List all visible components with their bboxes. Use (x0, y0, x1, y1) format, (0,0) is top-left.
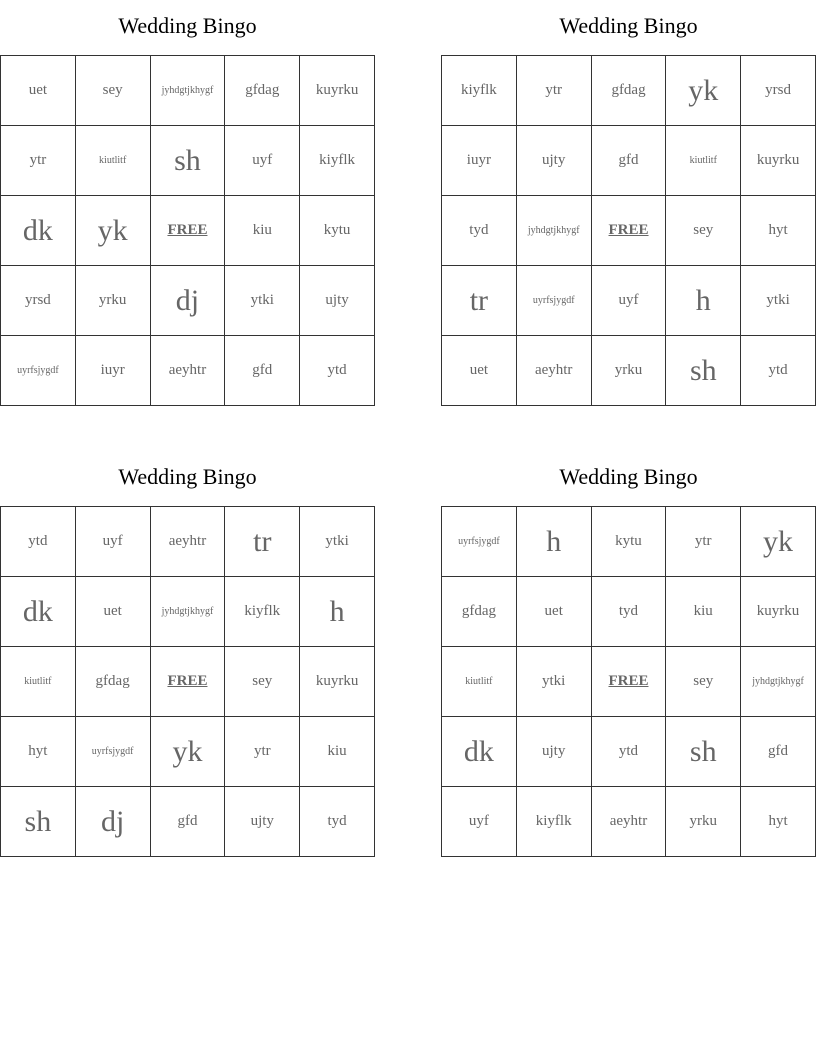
bingo-cell: ytki (741, 266, 816, 336)
bingo-cell: yk (75, 196, 150, 266)
bingo-cell: yrku (666, 787, 741, 857)
bingo-cell: uyf (75, 507, 150, 577)
bingo-cell: h (516, 507, 591, 577)
bingo-cell: gfd (591, 126, 666, 196)
bingo-cell: ytr (1, 126, 76, 196)
bingo-cell: tyd (300, 787, 375, 857)
bingo-cell: tyd (591, 577, 666, 647)
bingo-cell: tr (442, 266, 517, 336)
free-space: FREE (591, 196, 666, 266)
bingo-cell: gfdag (442, 577, 517, 647)
bingo-cell: jyhdgtjkhygf (150, 577, 225, 647)
bingo-cell: ytr (666, 507, 741, 577)
bingo-cell: yrsd (1, 266, 76, 336)
bingo-cell: aeyhtr (516, 336, 591, 406)
bingo-cell: ytd (1, 507, 76, 577)
bingo-cell: kiyflk (442, 56, 517, 126)
bingo-cell: kiutlitf (75, 126, 150, 196)
bingo-cell: ytr (225, 717, 300, 787)
bingo-cell: uyrfsjygdf (75, 717, 150, 787)
bingo-cell: uyrfsjygdf (1, 336, 76, 406)
bingo-row (442, 787, 816, 857)
bingo-grid (441, 55, 816, 406)
bingo-cell: uet (75, 577, 150, 647)
card-title: Wedding Bingo (118, 13, 257, 38)
bingo-cell: gfdag (591, 56, 666, 126)
bingo-row (442, 577, 816, 647)
bingo-cell: hyt (741, 196, 816, 266)
bingo-row (442, 647, 816, 717)
bingo-cell: iuyr (442, 126, 517, 196)
bingo-cell: kiutlitf (1, 647, 76, 717)
bingo-cell: kiutlitf (666, 126, 741, 196)
bingo-cell: sh (666, 336, 741, 406)
bingo-row (1, 196, 375, 266)
bingo-cell: yrsd (741, 56, 816, 126)
bingo-cell: jyhdgtjkhygf (741, 647, 816, 717)
bingo-cell: kuyrku (741, 126, 816, 196)
bingo-cell: hyt (741, 787, 816, 857)
bingo-cell: kiu (225, 196, 300, 266)
bingo-cell: gfd (150, 787, 225, 857)
bingo-row (1, 266, 375, 336)
bingo-cell: ytd (741, 336, 816, 406)
bingo-cell: gfd (225, 336, 300, 406)
bingo-cell: ytd (300, 336, 375, 406)
bingo-cell: kytu (300, 196, 375, 266)
bingo-grid (441, 506, 816, 857)
card-title: Wedding Bingo (559, 464, 698, 489)
bingo-cell: yk (150, 717, 225, 787)
bingo-cell: gfdag (75, 647, 150, 717)
bingo-cell: ujty (225, 787, 300, 857)
bingo-cell: dk (1, 196, 76, 266)
bingo-cell: sh (1, 787, 76, 857)
bingo-cell: uyrfsjygdf (442, 507, 517, 577)
bingo-cell: kytu (591, 507, 666, 577)
bingo-row (1, 577, 375, 647)
bingo-cell: ytki (225, 266, 300, 336)
bingo-grid (0, 506, 375, 857)
card-title: Wedding Bingo (559, 13, 698, 38)
bingo-cell: jyhdgtjkhygf (516, 196, 591, 266)
bingo-cell: uyf (225, 126, 300, 196)
bingo-cell: aeyhtr (150, 336, 225, 406)
bingo-row (442, 717, 816, 787)
bingo-cell: yk (666, 56, 741, 126)
bingo-cell: jyhdgtjkhygf (150, 56, 225, 126)
bingo-cell: sey (75, 56, 150, 126)
bingo-cell: tr (225, 507, 300, 577)
bingo-cell: ytr (516, 56, 591, 126)
bingo-cell: sey (666, 647, 741, 717)
free-space: FREE (591, 647, 666, 717)
bingo-cell: ujty (300, 266, 375, 336)
bingo-cell: yrku (75, 266, 150, 336)
bingo-cell: kiutlitf (442, 647, 517, 717)
bingo-cell: kiu (300, 717, 375, 787)
bingo-cell: ujty (516, 126, 591, 196)
bingo-cell: dk (1, 577, 76, 647)
bingo-cell: kuyrku (300, 647, 375, 717)
bingo-cell: gfdag (225, 56, 300, 126)
bingo-row (442, 126, 816, 196)
bingo-cell: uyf (591, 266, 666, 336)
bingo-row (1, 507, 375, 577)
bingo-cell: aeyhtr (150, 507, 225, 577)
bingo-cell: aeyhtr (591, 787, 666, 857)
bingo-cell: uyf (442, 787, 517, 857)
bingo-cell: yk (741, 507, 816, 577)
bingo-row (1, 56, 375, 126)
bingo-cell: yrku (591, 336, 666, 406)
bingo-cell: kiyflk (516, 787, 591, 857)
bingo-row (1, 336, 375, 406)
bingo-cell: sh (666, 717, 741, 787)
bingo-row (442, 56, 816, 126)
bingo-row (442, 336, 816, 406)
bingo-cell: h (300, 577, 375, 647)
bingo-cell: kiu (666, 577, 741, 647)
bingo-cell: dj (75, 787, 150, 857)
bingo-cell: sey (666, 196, 741, 266)
bingo-row (1, 717, 375, 787)
bingo-cell: kuyrku (741, 577, 816, 647)
bingo-row (1, 787, 375, 857)
bingo-cell: uet (1, 56, 76, 126)
bingo-row (1, 647, 375, 717)
bingo-cell: uyrfsjygdf (516, 266, 591, 336)
bingo-cell: ytki (516, 647, 591, 717)
bingo-cell: ujty (516, 717, 591, 787)
bingo-row (442, 507, 816, 577)
bingo-grid (0, 55, 375, 406)
bingo-row (442, 196, 816, 266)
bingo-cell: iuyr (75, 336, 150, 406)
free-space: FREE (150, 196, 225, 266)
bingo-cell: uet (516, 577, 591, 647)
bingo-cell: h (666, 266, 741, 336)
bingo-cell: sh (150, 126, 225, 196)
bingo-cell: kiyflk (225, 577, 300, 647)
bingo-row (1, 126, 375, 196)
bingo-cell: tyd (442, 196, 517, 266)
bingo-cell: kiyflk (300, 126, 375, 196)
bingo-cell: dk (442, 717, 517, 787)
bingo-cell: ytd (591, 717, 666, 787)
free-space: FREE (150, 647, 225, 717)
bingo-cell: kuyrku (300, 56, 375, 126)
card-title: Wedding Bingo (118, 464, 257, 489)
bingo-cell: ytki (300, 507, 375, 577)
bingo-cell: sey (225, 647, 300, 717)
bingo-cell: gfd (741, 717, 816, 787)
bingo-cell: uet (442, 336, 517, 406)
bingo-cell: hyt (1, 717, 76, 787)
bingo-row (442, 266, 816, 336)
bingo-cell: dj (150, 266, 225, 336)
